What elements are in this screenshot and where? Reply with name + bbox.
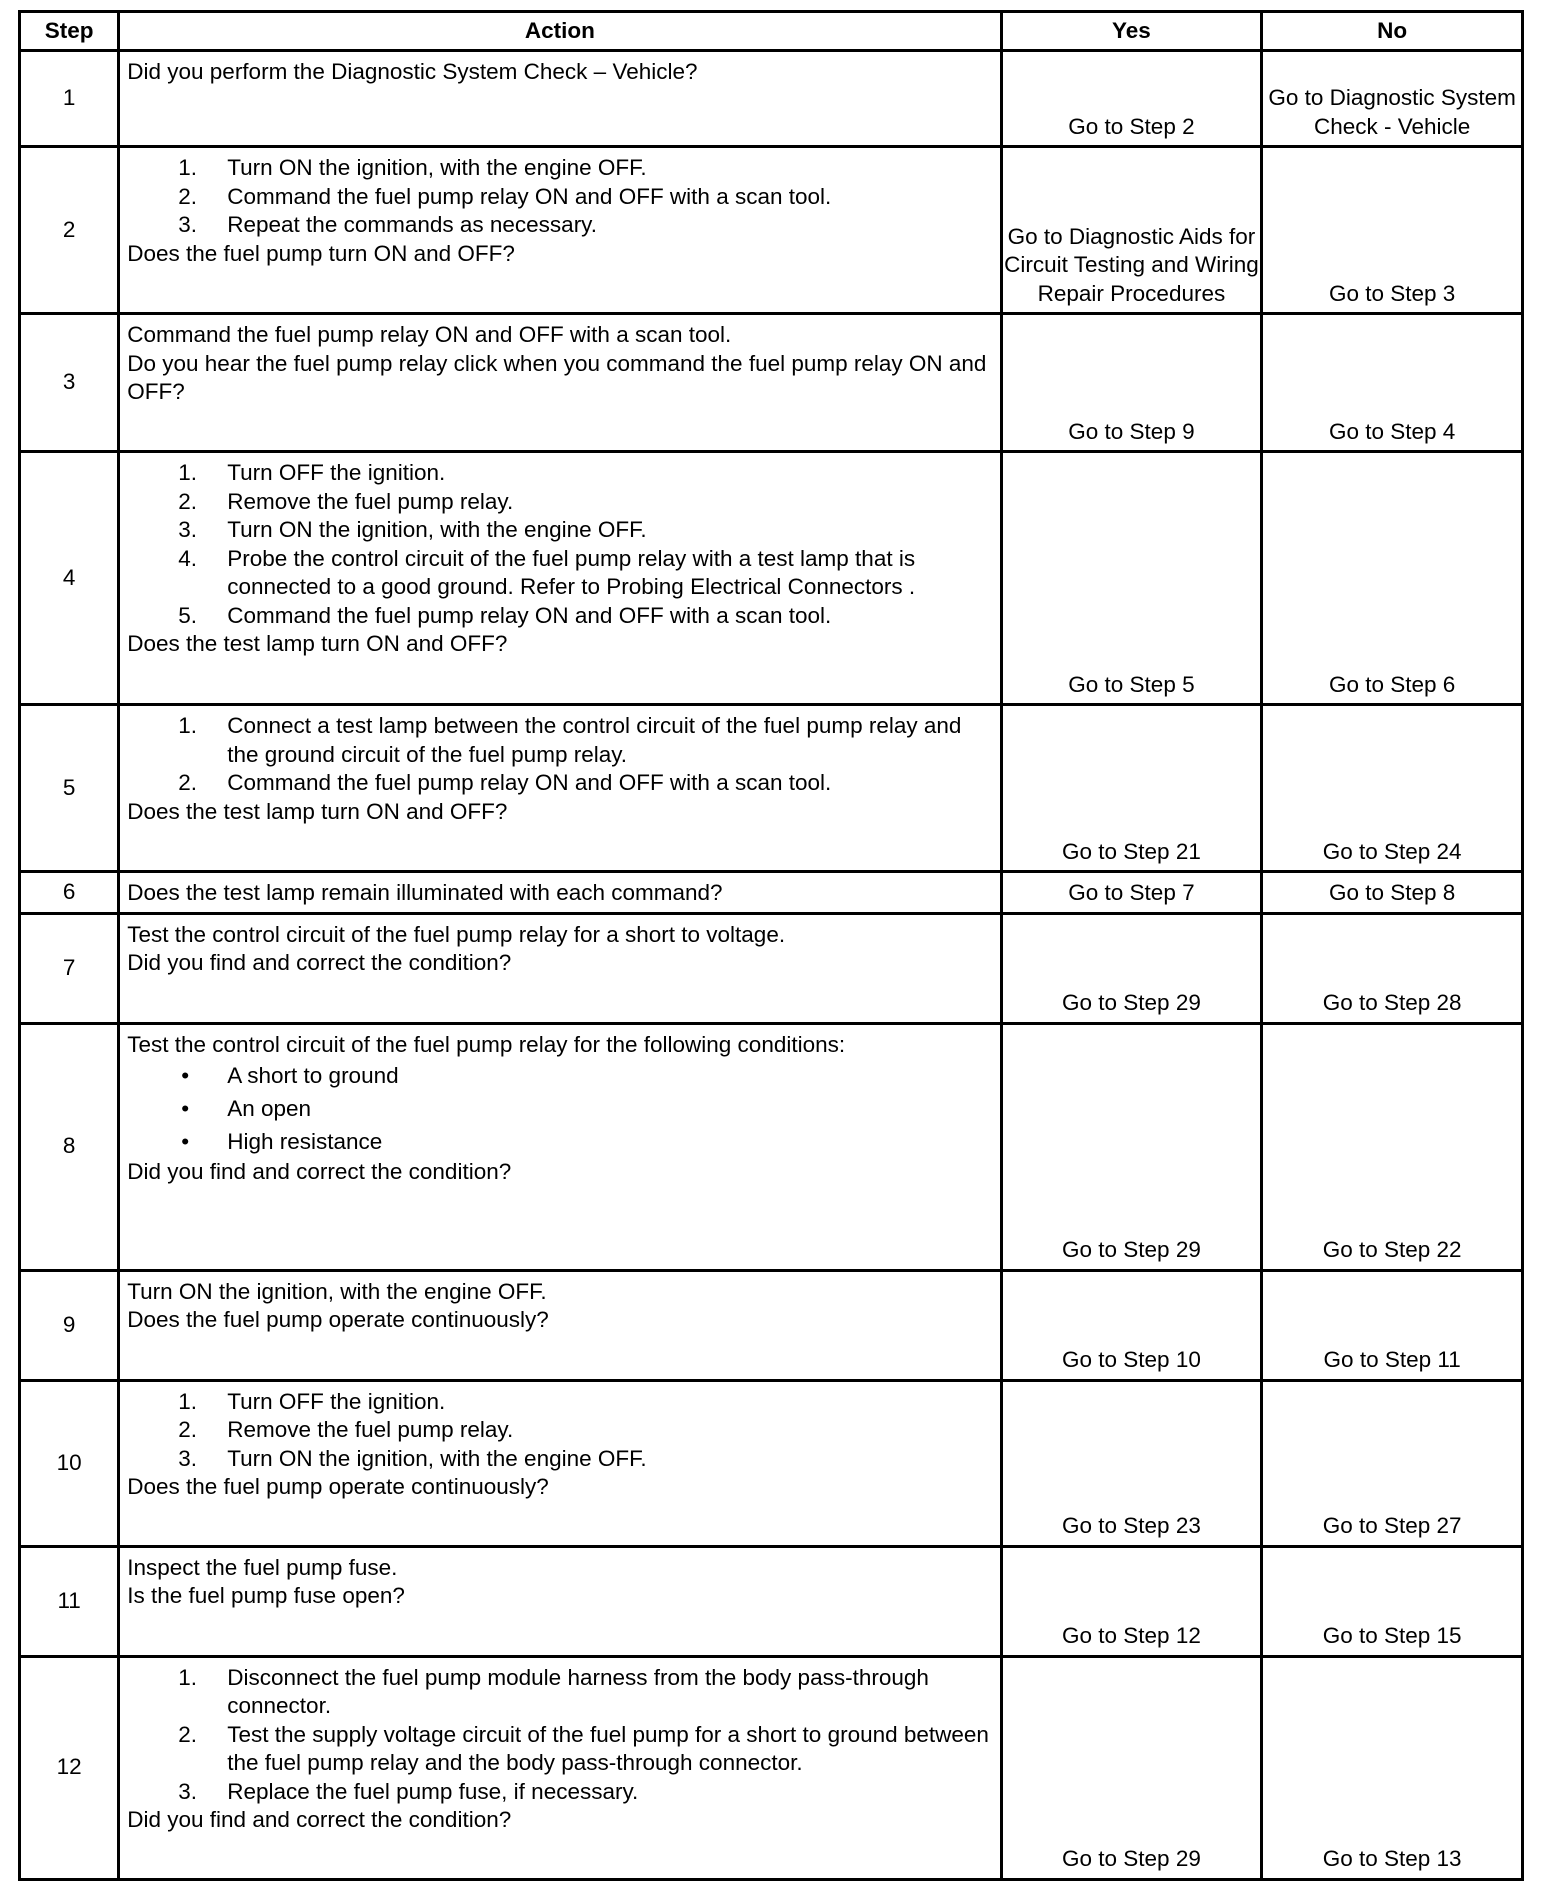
step-number: 6 (20, 872, 119, 914)
no-result: Go to Step 6 (1262, 452, 1523, 705)
no-result: Go to Step 11 (1262, 1270, 1523, 1380)
action-question: Does the test lamp turn ON and OFF? (127, 631, 508, 656)
table-row (20, 1546, 1523, 1656)
action-cell (119, 51, 1001, 147)
header-step: Step (20, 12, 119, 51)
action-cell (119, 705, 1001, 872)
step-number: 11 (20, 1546, 119, 1656)
header-yes: Yes (1001, 12, 1262, 51)
yes-result: Go to Step 10 (1001, 1270, 1262, 1380)
yes-result: Go to Step 12 (1001, 1546, 1262, 1656)
action-cell (119, 1546, 1001, 1656)
table-row (20, 1380, 1523, 1546)
action-steps (127, 712, 995, 798)
action-step: 1. Turn OFF the ignition. (178, 460, 446, 485)
condition-item: • A short to ground (181, 1063, 399, 1088)
step-number: 8 (20, 1023, 119, 1270)
action-cell (119, 452, 1001, 705)
yes-result: Go to Step 29 (1001, 1656, 1262, 1879)
action-cell (119, 1270, 1001, 1380)
table-row (20, 913, 1523, 1023)
action-step: 2. Test the supply voltage circuit of the fuel pump for a short to ground between the fuel pump relay and the body pass-through connector. (178, 1721, 989, 1775)
action-cell (119, 1023, 1001, 1270)
action-step: 2. Command the fuel pump relay ON and OFF with a scan tool. (178, 183, 832, 209)
action-step: 1. Turn ON the ignition, with the engine OFF. (178, 155, 647, 180)
action-text: Did you perform the Diagnostic System Check – Vehicle? (127, 59, 698, 84)
yes-result: Go to Step 5 (1001, 452, 1262, 705)
step-number: 4 (20, 452, 119, 705)
action-text: Inspect the fuel pump fuse. (127, 1554, 398, 1580)
action-question: Did you find and correct the condition? (127, 1807, 512, 1832)
action-question: Is the fuel pump fuse open? (127, 1583, 405, 1608)
step-number: 7 (20, 913, 119, 1023)
header-row (20, 12, 1523, 51)
no-result: Go to Step 15 (1262, 1546, 1523, 1656)
no-result: Go to Step 24 (1262, 705, 1523, 872)
action-question: Did you find and correct the condition? (127, 950, 512, 975)
action-step: 1. Turn OFF the ignition. (178, 1388, 446, 1414)
no-result: Go to Step 3 (1262, 147, 1523, 314)
table-row (20, 1023, 1523, 1270)
action-text: Test the control circuit of the fuel pump relay for the following conditions: (127, 1031, 846, 1057)
action-text: Turn ON the ignition, with the engine OFF. (127, 1278, 547, 1304)
table-row (20, 51, 1523, 147)
yes-result: Go to Step 23 (1001, 1380, 1262, 1546)
action-cell (119, 1656, 1001, 1879)
table-row (20, 452, 1523, 705)
condition-list (127, 1059, 995, 1158)
no-result: Go to Step 4 (1262, 314, 1523, 452)
action-steps (127, 154, 995, 240)
step-number: 3 (20, 314, 119, 452)
action-step: 3. Repeat the commands as necessary. (178, 212, 598, 237)
step-number: 2 (20, 147, 119, 314)
action-step: 2. Remove the fuel pump relay. (178, 1417, 514, 1442)
action-step: 3. Turn ON the ignition, with the engine OFF. (178, 517, 647, 542)
action-step: 5. Command the fuel pump relay ON and OFF with a scan tool. (178, 602, 832, 628)
action-text: Does the test lamp remain illuminated with each command? (127, 880, 723, 905)
action-question: Does the fuel pump operate continuously? (127, 1474, 549, 1499)
header-no: No (1262, 12, 1523, 51)
condition-item: • An open (181, 1096, 312, 1121)
action-text: Test the control circuit of the fuel pump relay for a short to voltage. (127, 921, 786, 947)
table-row (20, 705, 1523, 872)
table-row (20, 1656, 1523, 1879)
action-step: 2. Command the fuel pump relay ON and OFF with a scan tool. (178, 770, 832, 795)
table-row (20, 147, 1523, 314)
action-step: 3. Turn ON the ignition, with the engine OFF. (178, 1445, 647, 1471)
step-number: 1 (20, 51, 119, 147)
step-number: 12 (20, 1656, 119, 1879)
action-cell (119, 872, 1001, 914)
action-text: Command the fuel pump relay ON and OFF with a scan tool. (127, 322, 732, 347)
step-number: 10 (20, 1380, 119, 1546)
no-result: Go to Step 28 (1262, 913, 1523, 1023)
table-row (20, 872, 1523, 914)
step-number: 9 (20, 1270, 119, 1380)
action-question: Did you find and correct the condition? (127, 1159, 512, 1184)
action-step: 2. Remove the fuel pump relay. (178, 488, 514, 514)
action-question: Do you hear the fuel pump relay click when you command the fuel pump relay ON and OFF? (127, 350, 987, 404)
action-step: 4. Probe the control circuit of the fuel pump relay with a test lamp that is connected to a good ground. Refer to Probing Electrical Connectors . (178, 545, 916, 599)
yes-result: Go to Step 9 (1001, 314, 1262, 452)
yes-result: Go to Step 7 (1001, 872, 1262, 914)
action-cell (119, 147, 1001, 314)
action-steps (127, 459, 995, 630)
yes-result: Go to Step 2 (1001, 51, 1262, 147)
table-body (20, 51, 1523, 1880)
table-row (20, 314, 1523, 452)
yes-result: Go to Step 29 (1001, 913, 1262, 1023)
no-result: Go to Step 22 (1262, 1023, 1523, 1270)
action-step: 3. Replace the fuel pump fuse, if necessary. (178, 1778, 639, 1804)
action-question: Does the fuel pump turn ON and OFF? (127, 240, 515, 266)
action-step: 1. Disconnect the fuel pump module harness from the body pass-through connector. (178, 1664, 929, 1718)
no-result: Go to Diagnostic System Check - Vehicle (1262, 51, 1523, 147)
action-steps (127, 1388, 995, 1474)
condition-item: • High resistance (181, 1129, 383, 1154)
yes-result: Go to Step 21 (1001, 705, 1262, 872)
action-question: Does the test lamp turn ON and OFF? (127, 798, 508, 824)
action-question: Does the fuel pump operate continuously? (127, 1307, 549, 1332)
header-action: Action (119, 12, 1001, 51)
action-cell (119, 1380, 1001, 1546)
no-result: Go to Step 27 (1262, 1380, 1523, 1546)
table-row (20, 1270, 1523, 1380)
action-cell (119, 314, 1001, 452)
yes-result: Go to Step 29 (1001, 1023, 1262, 1270)
yes-result: Go to Diagnostic Aids for Circuit Testing and Wiring Repair Procedures (1001, 147, 1262, 314)
action-step: 1. Connect a test lamp between the control circuit of the fuel pump relay and the ground circuit of the fuel pump relay. (178, 713, 962, 767)
action-cell (119, 913, 1001, 1023)
diagnostic-table (18, 10, 1524, 1881)
no-result: Go to Step 13 (1262, 1656, 1523, 1879)
no-result: Go to Step 8 (1262, 872, 1523, 914)
action-steps (127, 1664, 995, 1807)
step-number: 5 (20, 705, 119, 872)
